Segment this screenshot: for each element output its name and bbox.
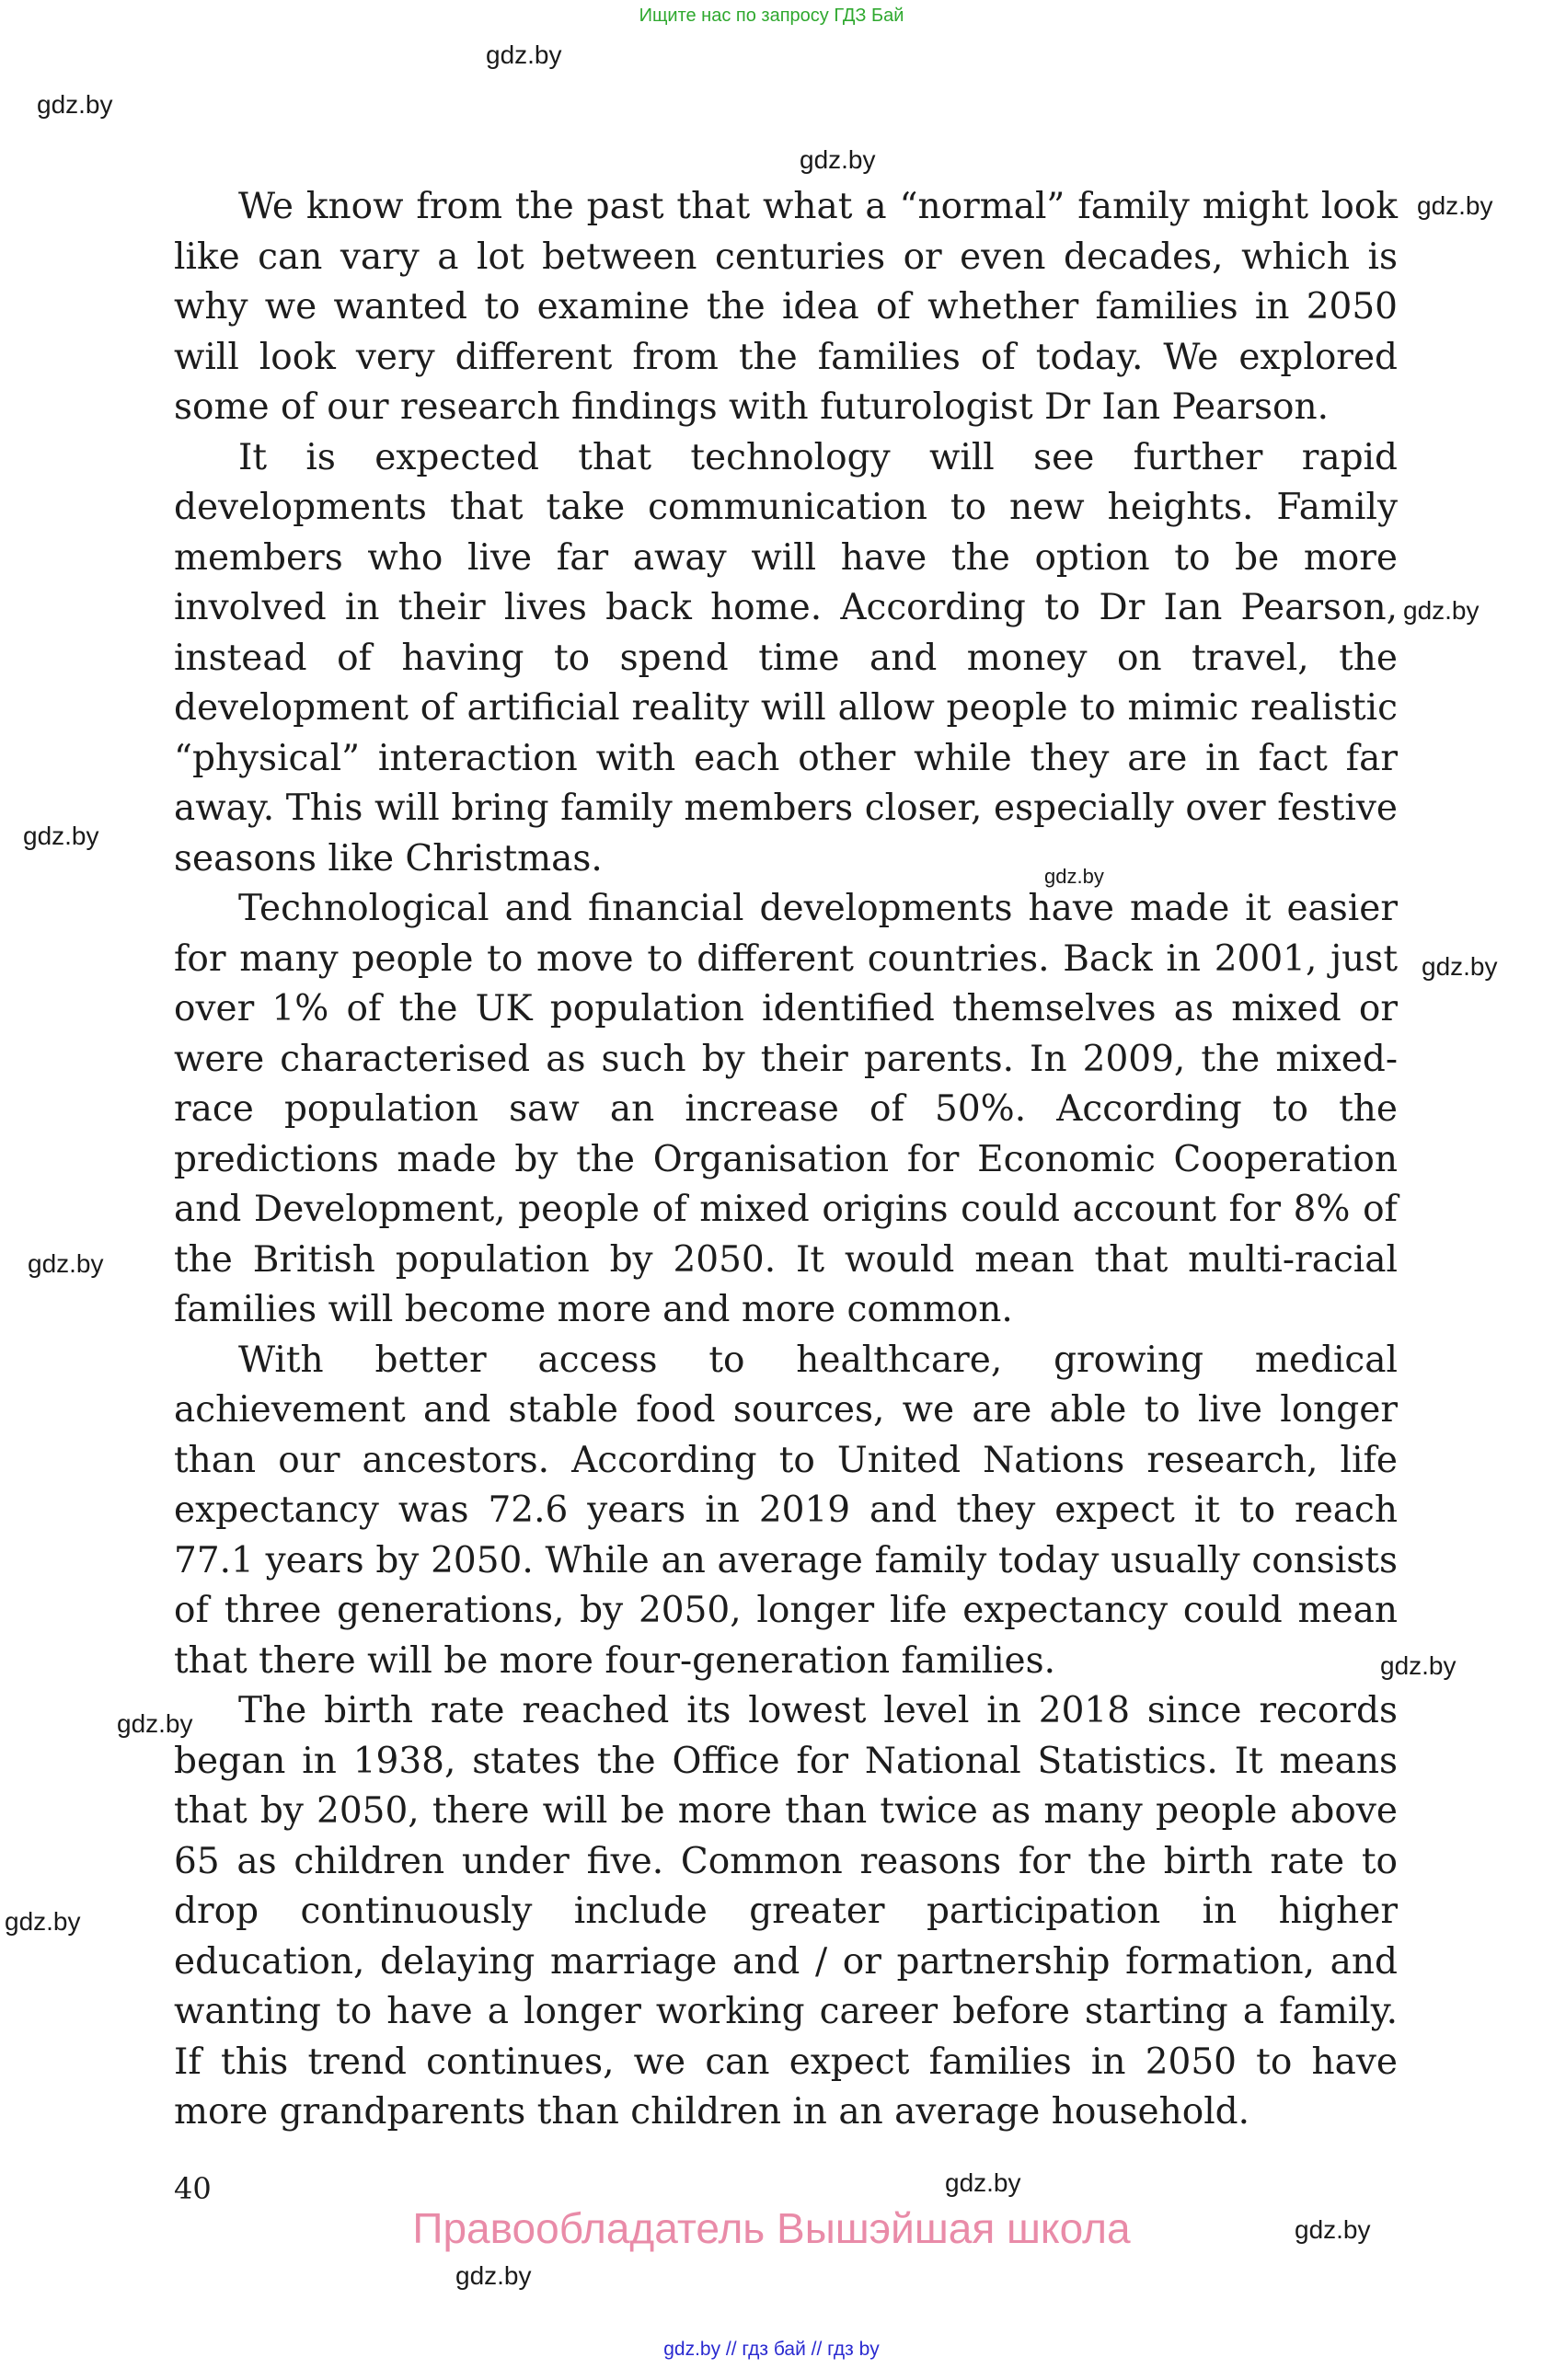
copyright-notice: Правообладатель Вышэйшая школа <box>412 2204 1131 2252</box>
watermark: gdz.by <box>37 90 113 119</box>
paragraph: It is expected that technology will see further rapid developments that take communication to new heights. Family members who live far away will have the option to be more involved in their lives back home. According to Dr Ian Pearson, instead of having to spend time and money on travel, the development of artificial reality will allow people to mimic realistic “physical” interaction with each other while they are in fact far away. This will bring family members closer, especially over festive seasons like Christmas. <box>174 436 1398 880</box>
top-banner[interactable]: Ищите нас по запросу ГДЗ Бай <box>639 6 904 26</box>
watermark: gdz.by <box>1403 596 1480 625</box>
footer-links[interactable]: gdz.by // гдз бай // гдз by <box>663 2339 880 2360</box>
paragraph: The birth rate reached its lowest level in 2018 since records began in 1938, states the Office for National Statistics. It means that by 2050, there will be more than twice as many people above 65 as children under five. Common reasons for the birth rate to drop continuously include greater participation in higher education, delaying marriage and / or partnership formation, and wanting to have a longer working career before starting a family. If this trend continues, we can expect families in 2050 to have more grandparents than children in an average household. <box>174 1690 1398 2133</box>
article-body <box>174 182 1398 2138</box>
watermark: gdz.by <box>486 40 562 69</box>
watermark: gdz.by <box>117 1709 193 1738</box>
watermark: gdz.by <box>1417 191 1493 220</box>
watermark: gdz.by <box>28 1249 104 1278</box>
paragraph: We know from the past that what a “normal” family might look like can vary a lot between centuries or even decades, which is why we wanted to examine the idea of whether families in 2050 will look very different from the families of today. We explored some of our research findings with futurologist Dr Ian Pearson. <box>174 186 1398 428</box>
paragraph: Technological and financial developments have made it easier for many people to move to different countries. Back in 2001, just over 1% of the UK population identified themselves as mixed or were characterised as such by their parents. In 2009, the mixed-race population saw an increase of 50%. According to the predictions made by the Organisation for Economic Cooperation and Development, people of mixed origins could account for 8% of the British population by 2050. It would mean that multi-racial families will become more and more common. <box>174 888 1398 1330</box>
watermark: gdz.by <box>1380 1651 1457 1680</box>
watermark: gdz.by <box>23 822 99 850</box>
paragraph: With better access to healthcare, growing medical achievement and stable food sources, we are able to live longer than our ancestors. According to United Nations research, life expectancy was 72.6 years in 2019 and they expect it to reach 77.1 years by 2050. While an average family today usually consists of three generations, by 2050, longer life expectancy could mean that there will be more four-generation families. <box>174 1339 1398 1682</box>
page-number: 40 <box>174 2171 212 2206</box>
watermark: gdz.by <box>455 2261 532 2290</box>
watermark: gdz.by <box>945 2168 1021 2197</box>
watermark: gdz.by <box>1044 865 1104 888</box>
watermark: gdz.by <box>5 1907 81 1936</box>
watermark: gdz.by <box>800 145 876 174</box>
watermark: gdz.by <box>1295 2215 1371 2244</box>
watermark: gdz.by <box>1422 952 1498 981</box>
